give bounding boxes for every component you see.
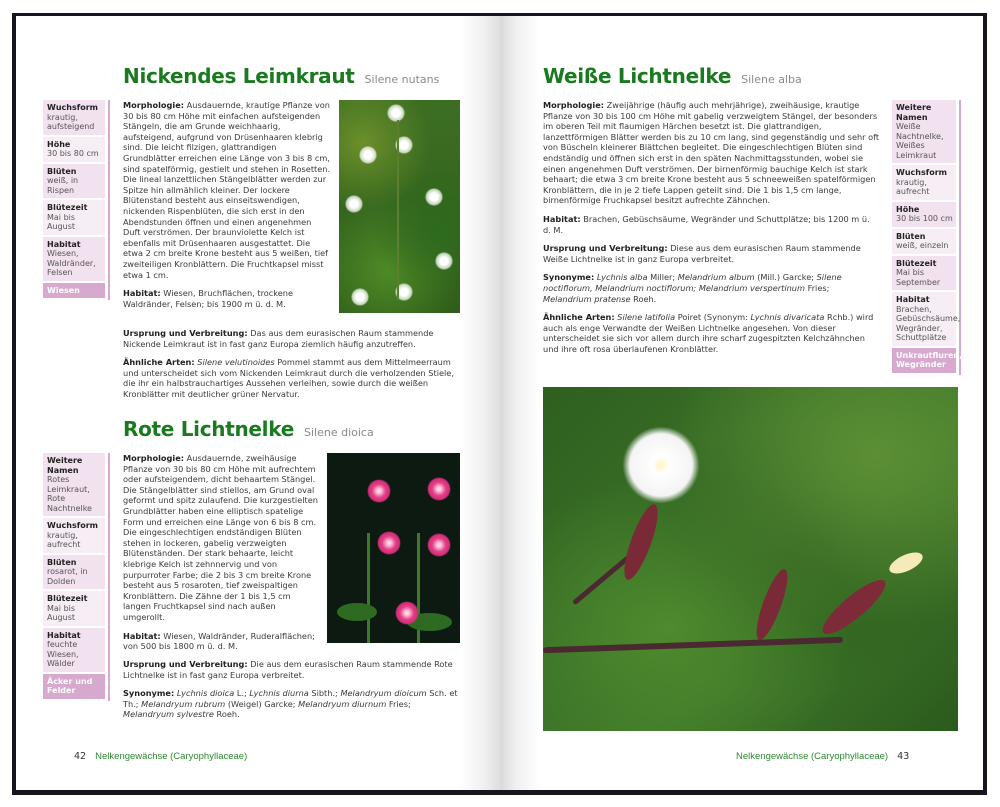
synonym-name: Melandrium verspertinum bbox=[698, 282, 805, 293]
species-italic: Silene velutinoides bbox=[197, 357, 275, 368]
morphology-paragraph bbox=[543, 100, 880, 206]
fact-value: weiß, einzeln bbox=[896, 241, 949, 250]
stem bbox=[367, 533, 370, 643]
species-sidebar bbox=[43, 100, 110, 300]
synonym-name: Lychnis dioica bbox=[176, 688, 235, 699]
sidebar-fact bbox=[892, 256, 956, 291]
sidebar-fact bbox=[43, 164, 105, 199]
synonym-author: (Mill.) Garcke; bbox=[757, 272, 814, 283]
synonym-name: Silene noctiflorum, bbox=[543, 272, 842, 293]
synonym-author: Sch. et Th.; bbox=[123, 688, 458, 709]
synonym-name: Lychnis alba bbox=[596, 272, 648, 283]
paragraph-text: Wiesen, Bruchflächen, trockene Waldränder, Felsen; bis 1900 m ü. d. M. bbox=[123, 288, 293, 309]
morphology-paragraph bbox=[123, 453, 319, 623]
page-number: 42 bbox=[74, 751, 87, 762]
paragraph-text: stammt aus dem Mittelmeerraum und unterscheidet sich vom Nickenden Leimkraut durch die verholzenden Stiele, die ihr ein halbstrauchartiges Aussehen verleihen, sowie durch die weißen Kronblätter mit deutlicher grüner Nervatur. bbox=[123, 357, 454, 399]
synonym-author: Sibth.; bbox=[311, 688, 338, 699]
fact-label: Wuchsform bbox=[47, 103, 98, 112]
fact-value: 30 bis 100 cm bbox=[896, 214, 953, 223]
species-sidebar bbox=[43, 453, 110, 701]
fact-label: Weitere Namen bbox=[896, 103, 932, 122]
sidebar-fact bbox=[43, 628, 105, 672]
right-page bbox=[500, 16, 983, 790]
habitat-paragraph bbox=[123, 288, 331, 309]
species-title bbox=[543, 64, 802, 88]
species-description bbox=[123, 453, 319, 660]
flower bbox=[427, 533, 451, 557]
paragraph-label: Habitat: bbox=[123, 288, 161, 299]
paragraph-label: Synonyme: bbox=[123, 688, 175, 699]
synonym-name: Melandrium pratense bbox=[543, 293, 631, 304]
origin-paragraph bbox=[123, 328, 458, 349]
sidebar-fact bbox=[892, 100, 956, 163]
sidebar-fact bbox=[43, 555, 105, 590]
synonym-author: Fries; bbox=[807, 282, 830, 293]
flower bbox=[345, 195, 363, 213]
fact-value: weiß, in Rispen bbox=[47, 176, 79, 195]
calyx bbox=[618, 501, 664, 583]
author: Poiret bbox=[677, 312, 702, 323]
synonyms-paragraph bbox=[543, 272, 880, 304]
species-name: Weiße Lichtnelke bbox=[543, 64, 732, 88]
species-description bbox=[543, 100, 880, 362]
synonym-name: Lychnis diurna bbox=[249, 688, 309, 699]
paragraph-label: Ähnliche Arten: bbox=[543, 312, 615, 323]
photo-silene-dioica bbox=[327, 453, 460, 643]
sidebar-fact bbox=[43, 137, 105, 162]
habitat-tag: Unkrautfluren, Wegränder bbox=[892, 348, 956, 373]
paragraph-label: Morphologie: bbox=[123, 453, 185, 463]
species-description-cont bbox=[123, 328, 458, 408]
species-description bbox=[123, 100, 331, 317]
species-name: Nickendes Leimkraut bbox=[123, 64, 355, 88]
paragraph-text: Ausdauernde, krautige Pflanze von 30 bis 80 cm Höhe mit einfachen aufsteigenden Stängeln, die am Grunde weichhaarig, aufsteigend, aufgrund von Drüsenhaaren klebrig sind. Die leicht filzigen, glattrandigen Grundblätter erreichen eine Länge von 3 bis 8 cm, sind spatelförmig, gestielt und stehen in Rosetten. Die lineal lanzettlichen Stängelblätter werden zur Spitze hin allmählich kleiner. Der lockere Blütenstand besteht aus einseitswendigen, nickenden Rispenblüten, die sich erst in den Abendstunden öffnen und einen angenehmen Duft verströmen. Der braunviolette Kelch ist ebenfalls mit Drüsenhaaren ausgestattet. Die etwa 2 cm breite Krone besteht aus 5 weißen, tief zweiteiligen Kronblättern. Die Fruchtkapsel misst etwa 1 cm. bbox=[123, 100, 331, 280]
fact-label: Höhe bbox=[896, 204, 920, 214]
stem bbox=[397, 120, 399, 300]
flower bbox=[387, 104, 405, 122]
sidebar-fact bbox=[43, 518, 105, 553]
sidebar-fact bbox=[43, 453, 105, 516]
sidebar-fact bbox=[43, 200, 105, 235]
synonyms-paragraph bbox=[123, 688, 458, 720]
origin-paragraph bbox=[123, 659, 458, 680]
section-title: Nelkengewächse (Caryophyllaceae) bbox=[95, 751, 248, 762]
paragraph-label: Habitat: bbox=[543, 213, 581, 224]
fact-label: Blüten bbox=[47, 557, 77, 567]
synonym-author: Miller; bbox=[650, 272, 676, 283]
synonym-prefix: (Synonym: bbox=[703, 312, 748, 323]
synonym-name: Melandryum sylvestre bbox=[123, 709, 214, 720]
spine-shadow bbox=[460, 16, 500, 790]
section-title: Nelkengewächse (Caryophyllaceae) bbox=[736, 751, 889, 762]
latin-name: Silene nutans bbox=[364, 73, 440, 86]
fact-value: krautig, aufsteigend bbox=[47, 112, 95, 131]
fact-value: rosarot, in Dolden bbox=[47, 567, 88, 586]
flower bbox=[367, 479, 391, 503]
fact-value: Mai bis September bbox=[896, 268, 941, 287]
fact-label: Habitat bbox=[47, 630, 81, 640]
paragraph-text: Diese aus dem eurasischen Raum stammende Weiße Lichtnelke ist in ganz Europa verbreitet. bbox=[543, 243, 861, 264]
habitat-tag: Wiesen bbox=[43, 283, 105, 299]
paragraph-label: Morphologie: bbox=[543, 100, 605, 110]
bud bbox=[751, 566, 794, 643]
synonym-name: Lychnis divaricata bbox=[750, 312, 825, 323]
page-footer bbox=[736, 751, 909, 762]
fact-value: Weiße Nachtnelke, Weißes Leimkraut bbox=[896, 122, 944, 160]
bud bbox=[816, 573, 891, 641]
flower bbox=[359, 146, 377, 164]
fact-value: Mai bis August bbox=[47, 212, 76, 231]
flower bbox=[351, 288, 369, 306]
similar-species-paragraph bbox=[123, 357, 458, 399]
paragraph-text: Ausdauernde, zweihäusige Pflanze von 30 bis 80 cm Höhe mit aufrechtem oder aufsteigendem, dicht behaartem Stängel. Die Stängelblätter sind stiellos, am Grund oval geformt und spitz zulaufend. Die kurzgestielten Grundblätter haben eine elliptisch spatelige Form und erreichen eine Länge von 6 bis 8 cm. Die eingeschlechtigen endständigen Blüten stehen in lockeren, gabelig verzweigten Blütenständen. Der stark behaarte, leicht klebrige Kelch ist zehnnervig und von purpurroter Farbe; die 2 bis 3 cm breite Krone besteht aus 5 rosaroten, tief zweispaltigen Kronblättern. Die Zähne der 1 bis 1,5 cm langen Fruchtkapsel sind nach außen umgerollt. bbox=[123, 453, 318, 622]
flower bbox=[425, 188, 443, 206]
habitat-tag: Äcker und Felder bbox=[43, 674, 105, 699]
fact-label: Habitat bbox=[47, 239, 81, 249]
flower bbox=[427, 477, 451, 501]
left-page bbox=[16, 16, 500, 790]
morphology-paragraph bbox=[123, 100, 331, 280]
paragraph-label: Habitat: bbox=[123, 630, 161, 641]
flower bbox=[435, 252, 453, 270]
fact-value: krautig, aufrecht bbox=[47, 530, 81, 549]
habitat-paragraph bbox=[543, 214, 880, 235]
page-footer bbox=[74, 751, 247, 762]
stem bbox=[543, 637, 843, 653]
species-title bbox=[123, 417, 374, 441]
species-name: Rote Lichtnelke bbox=[123, 417, 294, 441]
photo-silene-alba bbox=[543, 387, 958, 731]
leaf bbox=[337, 603, 377, 621]
fact-value: feuchte Wiesen, Wälder bbox=[47, 640, 79, 668]
fact-label: Blüten bbox=[47, 166, 77, 176]
synonym-name: Melandryum dioicum bbox=[340, 688, 427, 699]
paragraph-text: Wiesen, Waldränder, Ruderalflächen; von 500 bis 1800 m ü. d. M. bbox=[123, 630, 315, 652]
latin-name: Silene alba bbox=[741, 73, 802, 86]
species-sidebar bbox=[892, 100, 961, 375]
sidebar-fact bbox=[43, 591, 105, 626]
synonym-name: Melandrium noctiflorum; bbox=[595, 282, 697, 293]
fact-label: Wuchsform bbox=[47, 521, 98, 530]
paragraph-label: Synonyme: bbox=[543, 272, 595, 283]
sidebar-fact bbox=[892, 229, 956, 254]
sidebar-fact bbox=[43, 237, 105, 281]
sidebar-fact bbox=[892, 165, 956, 200]
fact-label: Wuchsform bbox=[896, 168, 947, 177]
species-italic: Silene latifolia bbox=[617, 312, 676, 323]
fact-value: Mai bis August bbox=[47, 603, 76, 622]
sidebar-fact bbox=[43, 100, 105, 135]
fact-value: krautig, aufrecht bbox=[896, 177, 930, 196]
synonym-author: (Weigel) Garcke; bbox=[227, 698, 296, 709]
fact-label: Höhe bbox=[47, 139, 71, 149]
sidebar-fact bbox=[892, 202, 956, 227]
synonym-name: Melandryum diurnum bbox=[298, 698, 387, 709]
fact-label: Blüten bbox=[896, 231, 926, 241]
synonym-author: Rchb.) bbox=[827, 312, 854, 323]
fact-value: Rotes Leimkraut, Rote Nachtnelke bbox=[47, 475, 92, 513]
fact-label: Habitat bbox=[896, 295, 930, 304]
paragraph-label: Ähnliche Arten: bbox=[123, 357, 195, 368]
synonym-name: Melandrium album bbox=[677, 272, 755, 283]
sidebar-fact bbox=[892, 292, 961, 346]
fact-value: Wiesen, Waldränder, Felsen bbox=[47, 249, 96, 277]
flower bbox=[377, 531, 401, 555]
paragraph-text: Das aus dem eurasischen Raum stammende Nickende Leimkraut ist in fast ganz Europa ziemlich häufig anzutreffen. bbox=[123, 328, 434, 349]
fact-label: Weitere Namen bbox=[47, 456, 83, 475]
latin-name: Silene dioica bbox=[303, 426, 374, 439]
habitat-paragraph bbox=[123, 631, 319, 652]
fact-value: Brachen, Gebüschsäume, Wegränder, Schuttplätze bbox=[896, 304, 961, 342]
fact-value: 30 bis 80 cm bbox=[47, 149, 99, 158]
paragraph-text: Zweijährige (häufig auch mehrjährige), zweihäusige, krautige Pflanze von 30 bis 100 cm Höhe mit gabelig verzweigtem Stängel, der besonders im oberen Teil mit flaumigen Härchen besetzt ist. Die glattrandigen, lanzettförmigen Blätter werden bis zu 10 cm lang, sind gegenständig und sehr oft von Büscheln kleinerer Blättchen begleitet. Die eingeschlechtigen Blüten sind endständig und öffnen sich erst in den späten Nachmittagsstunden, wobei sie einen angenehmen Duft verströmen. Der birnenförmig bauchige Kelch ist stark behaart; die etwa 3 cm breite Krone besteht aus 5 schneeweißen spatelförmigen Kronblättern, die in je 2 tiefe Lappen geteilt sind. Die 1 bis 1,5 cm lange, birnenförmige Fruchkapsel besitzt aufrechte Zähnchen. bbox=[543, 100, 880, 206]
spine-shadow bbox=[500, 16, 540, 790]
synonym-author: L.; bbox=[236, 688, 247, 699]
paragraph-text: Brachen, Gebüschsäume, Wegränder und Schuttplätze; bis 1200 m ü. d. M. bbox=[543, 213, 870, 235]
paragraph-label: Ursprung und Verbreitung: bbox=[123, 659, 248, 669]
page-number: 43 bbox=[897, 751, 910, 762]
synonym-author: Roeh. bbox=[633, 293, 657, 304]
species-description-cont bbox=[123, 659, 458, 728]
flower bbox=[395, 601, 419, 625]
paragraph-label: Ursprung und Verbreitung: bbox=[123, 328, 248, 338]
paragraph-text: wird auch als enge Verwandte der Weißen Lichtnelke angesehen. Von dieser unterscheidet sie sich vor allem durch ihre scharf zugespitzten Kelchzähnchen und ihre oft rosa überlaufenen Kronblätter. bbox=[543, 312, 874, 354]
origin-paragraph bbox=[543, 243, 880, 264]
synonym-author: Fries; bbox=[388, 698, 411, 709]
paragraph-label: Morphologie: bbox=[123, 100, 185, 110]
petal-tip bbox=[886, 548, 925, 578]
synonym-author: Roeh. bbox=[216, 709, 240, 720]
paragraph-text: Die aus dem eurasischen Raum stammende Rote Lichtnelke ist in fast ganz Europa verbreitet. bbox=[123, 659, 453, 680]
synonym-name: Melandryum rubrum bbox=[141, 698, 226, 709]
author: Pommel bbox=[277, 357, 311, 368]
white-flower bbox=[621, 425, 701, 505]
similar-species-paragraph bbox=[543, 312, 880, 354]
fact-label: Blütezeit bbox=[47, 203, 88, 212]
fact-label: Blütezeit bbox=[47, 594, 88, 603]
photo-silene-nutans bbox=[339, 100, 460, 313]
fact-label: Blütezeit bbox=[896, 258, 937, 268]
paragraph-label: Ursprung und Verbreitung: bbox=[543, 243, 668, 254]
species-title bbox=[123, 64, 439, 88]
